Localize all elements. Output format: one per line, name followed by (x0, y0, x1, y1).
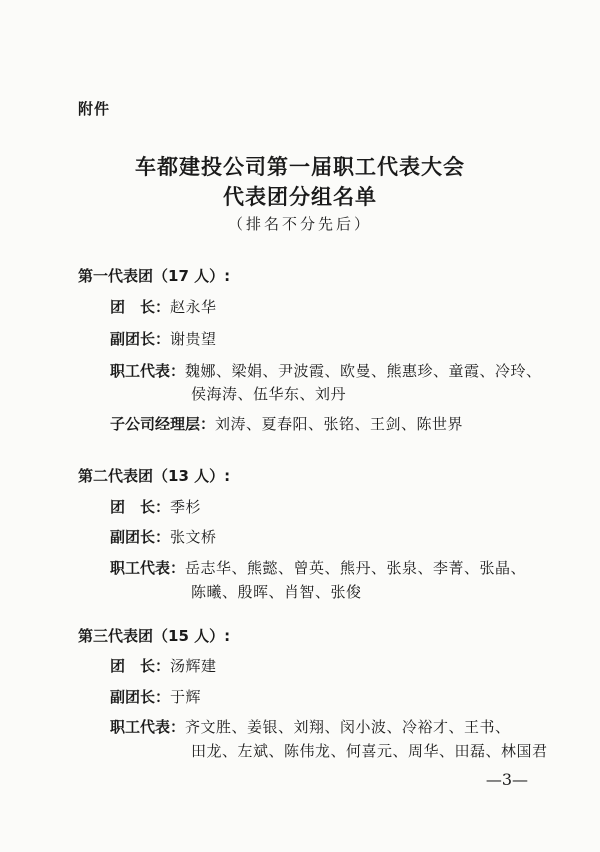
deputy-row (110, 328, 217, 349)
leader-label: 团 长： (110, 298, 171, 316)
members-line2: 侯海涛、伍华东、刘丹 (191, 385, 347, 403)
document-subtitle: （排名不分先后） (227, 215, 372, 233)
members-line2: 陈曦、殷晖、肖智、张俊 (191, 583, 362, 601)
deputy-label: 副团长： (110, 688, 171, 706)
members-line1: 魏娜、梁娟、尹波霞、欧曼、熊惠珍、童霞、冷玲、 (185, 362, 542, 380)
leader-row (110, 655, 217, 676)
members-label: 职工代表： (110, 559, 186, 577)
attachment-label: 附件 (78, 100, 111, 118)
members-row (110, 360, 542, 381)
members-line1: 齐文胜、姜银、刘翔、闵小波、冷裕才、王书、 (185, 718, 511, 736)
deputy-name: 谢贵望 (170, 330, 217, 348)
members-line1: 岳志华、熊懿、曾英、熊丹、张泉、李菁、张晶、 (185, 559, 527, 577)
leader-row (110, 496, 201, 517)
group-title: 第一代表团（17 人）: (78, 267, 231, 285)
members-row (110, 716, 511, 737)
document-title-line2: 代表团分组名单 (223, 185, 377, 209)
deputy-label: 副团长： (110, 528, 171, 546)
deputy-row (110, 526, 217, 547)
members-label: 职工代表： (110, 718, 186, 736)
document-title-line1: 车都建投公司第一届职工代表大会 (135, 155, 465, 179)
leader-name: 赵永华 (170, 298, 217, 316)
members-label: 职工代表： (110, 362, 186, 380)
leader-name: 汤辉建 (170, 657, 217, 675)
deputy-row (110, 686, 201, 707)
members-row (110, 557, 526, 578)
leader-label: 团 长： (110, 657, 171, 675)
leader-name: 季杉 (170, 498, 202, 516)
members-line2: 田龙、左斌、陈伟龙、何喜元、周华、田磊、林国君 (191, 742, 548, 760)
leader-label: 团 长： (110, 498, 171, 516)
deputy-name: 张文桥 (170, 528, 217, 546)
managers-row (110, 413, 463, 434)
managers-label: 子公司经理层： (110, 415, 216, 433)
deputy-name: 于辉 (170, 688, 202, 706)
managers-names: 刘涛、夏春阳、张铭、王剑、陈世界 (215, 415, 464, 433)
page-number: —3— (485, 770, 528, 789)
group-title: 第三代表团（15 人）: (78, 627, 231, 645)
group-title: 第二代表团（13 人）: (78, 467, 231, 485)
leader-row (110, 296, 217, 317)
deputy-label: 副团长： (110, 330, 171, 348)
